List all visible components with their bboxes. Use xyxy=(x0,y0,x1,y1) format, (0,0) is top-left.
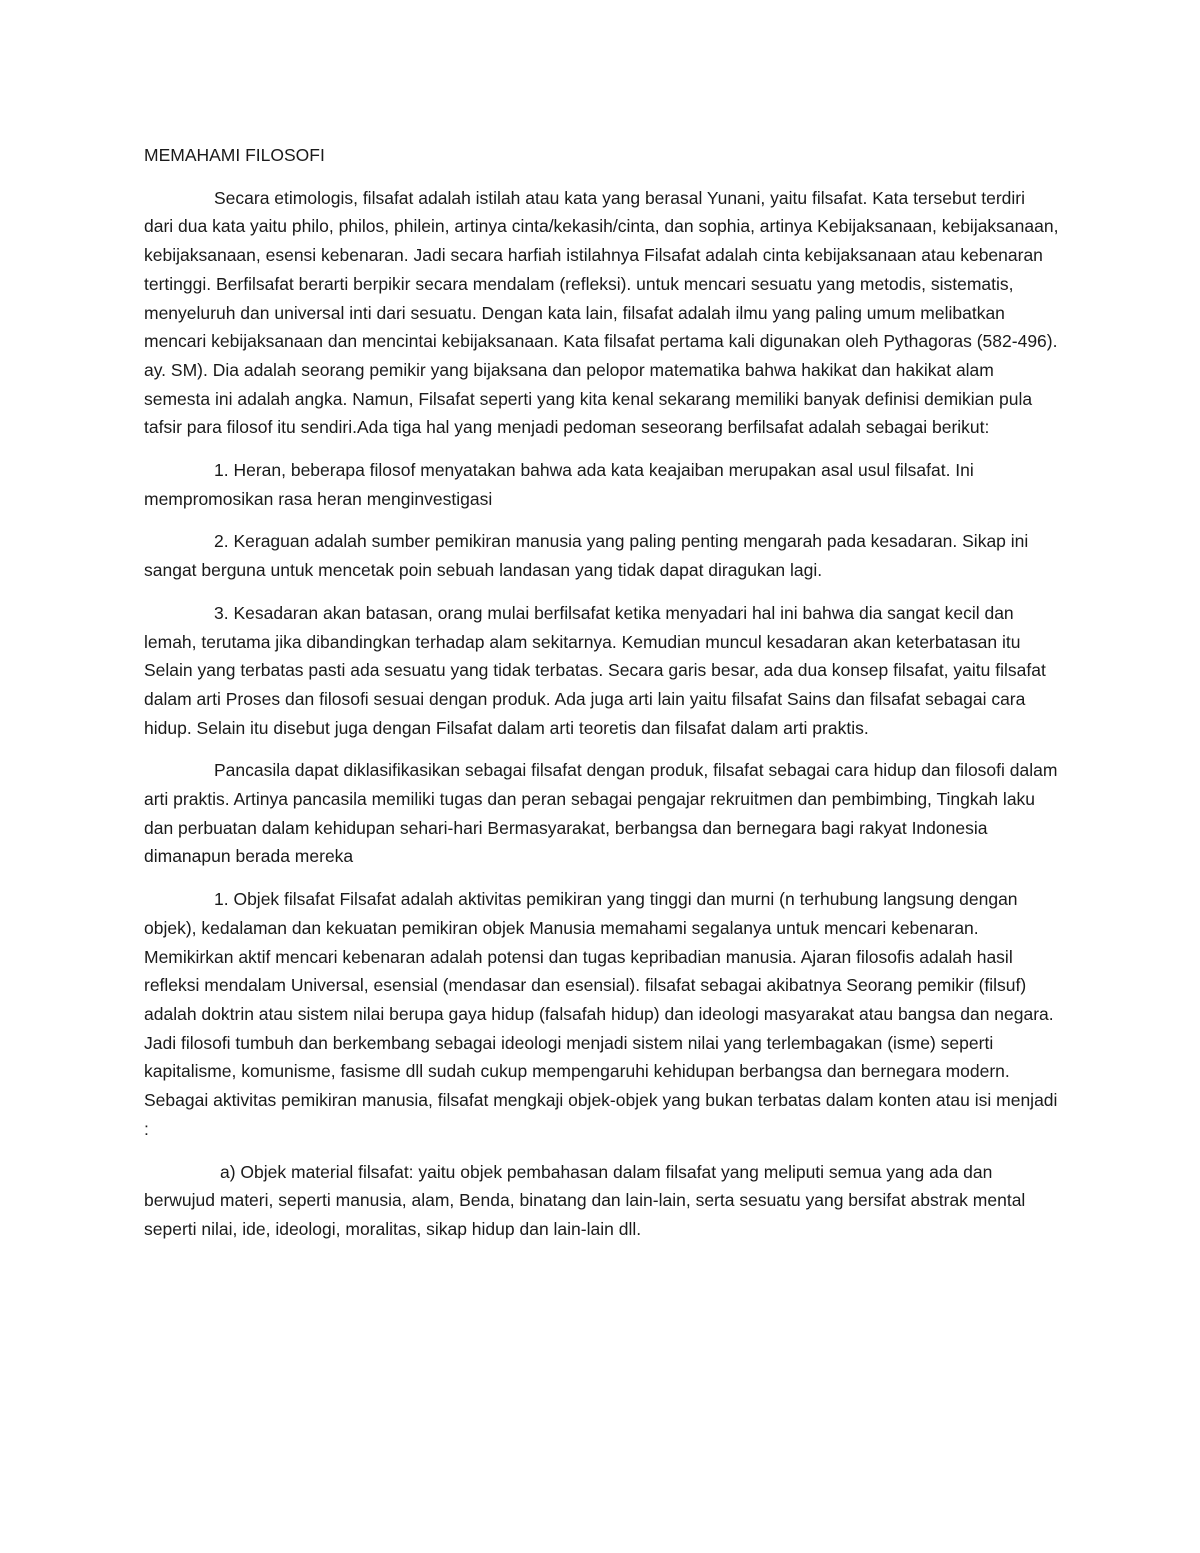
paragraph-list-item-1-heran: 1. Heran, beberapa filosof menyatakan bahwa ada kata keajaiban merupakan asal usul filsafat. Ini mempromosikan rasa heran menginvestigasi xyxy=(144,460,974,509)
document-title: MEMAHAMI FILOSOFI xyxy=(144,145,325,165)
document-body xyxy=(144,141,1059,1258)
paragraph-list-item-3-kesadaran: 3. Kesadaran akan batasan, orang mulai berfilsafat ketika menyadari hal ini bahwa dia sangat kecil dan lemah, terutama jika dibandingkan terhadap alam sekitarnya. Kemudian muncul kesadaran akan keterbatasan itu Selain yang terbatas pasti ada sesuatu yang tidak terbatas. Secara garis besar, ada dua konsep filsafat, yaitu filsafat dalam arti Proses dan filosofi sesuai dengan produk. Ada juga arti lain yaitu filsafat Sains dan filsafat sebagai cara hidup. Selain itu disebut juga dengan Filsafat dalam arti teoretis dan filsafat dalam arti praktis. xyxy=(144,602,1046,738)
paragraph-objek-filsafat: 1. Objek filsafat Filsafat adalah aktivitas pemikiran yang tinggi dan murni (n terhubung langsung dengan objek), kedalaman dan kekuatan pemikiran objek Manusia memahami segalanya untuk mencari kebenaran. Memikirkan aktif mencari kebenaran adalah potensi dan tugas kepribadian manusia. Ajaran filosofis adalah hasil refleksi mendalam Universal, esensial (mendasar dan esensial). filsafat sebagai akibatnya Seorang pemikir (filsuf) adalah doktrin atau sistem nilai berupa gaya hidup (falsafah hidup) dan ideologi masyarakat atau bangsa dan negara. Jadi filosofi tumbuh dan berkembang sebagai ideologi menjadi sistem nilai yang terlembagakan (isme) seperti kapitalisme, komunisme, fasisme dll sudah cukup mempengaruhi kehidupan berbangsa dan bernegara modern. Sebagai aktivitas pemikiran manusia, filsafat mengkaji objek-objek yang bukan terbatas dalam konten atau isi menjadi : xyxy=(144,889,1058,1139)
paragraph-objek-material: a) Objek material filsafat: yaitu objek pembahasan dalam filsafat yang meliputi semua yang ada dan berwujud materi, seperti manusia, alam, Benda, binatang dan lain-lain, serta sesuatu yang bersifat abstrak mental seperti nilai, ide, ideologi, moralitas, sikap hidup dan lain-lain dll. xyxy=(144,1161,1026,1239)
paragraph-list-item-2-keraguan: 2. Keraguan adalah sumber pemikiran manusia yang paling penting mengarah pada kesadaran. Sikap ini sangat berguna untuk mencetak poin sebuah landasan yang tidak dapat diragukan lagi. xyxy=(144,531,1029,581)
paragraph-etimologi: Secara etimologis, filsafat adalah istilah atau kata yang berasal Yunani, yaitu filsafat. Kata tersebut terdiri dari dua kata yaitu philo, philos, philein, artinya cinta/kekasih/cinta, dan sophia, artinya Kebijaksanaan, kebijaksanaan, kebijaksanaan, esensi kebenaran. Jadi secara harfiah istilahnya Filsafat adalah cinta kebijaksanaan atau kebenaran tertinggi. Berfilsafat berarti berpikir secara mendalam (refleksi). untuk mencari sesuatu yang metodis, sistematis, menyeluruh dan universal inti dari sesuatu. Dengan kata lain, filsafat adalah ilmu yang paling umum melibatkan mencari kebijaksanaan dan mencintai kebijaksanaan. Kata filsafat pertama kali digunakan oleh Pythagoras (582-496). ay. SM). Dia adalah seorang pemikir yang bijaksana dan pelopor matematika bahwa hakikat dan hakikat alam semesta ini adalah angka. Namun, Filsafat seperti yang kita kenal sekarang memiliki banyak definisi demikian pula tafsir para filosof itu sendiri.Ada tiga hal yang menjadi pedoman seseorang berfilsafat adalah sebagai berikut: xyxy=(144,187,1059,438)
paragraph-pancasila: Pancasila dapat diklasifikasikan sebagai filsafat dengan produk, filsafat sebagai cara hidup dan filosofi dalam arti praktis. Artinya pancasila memiliki tugas dan peran sebagai pengajar rekruitmen dan pembimbing, Tingkah laku dan perbuatan dalam kehidupan sehari-hari Bermasyarakat, berbangsa dan bernegara bagi rakyat Indonesia dimanapun berada mereka xyxy=(144,760,1058,867)
